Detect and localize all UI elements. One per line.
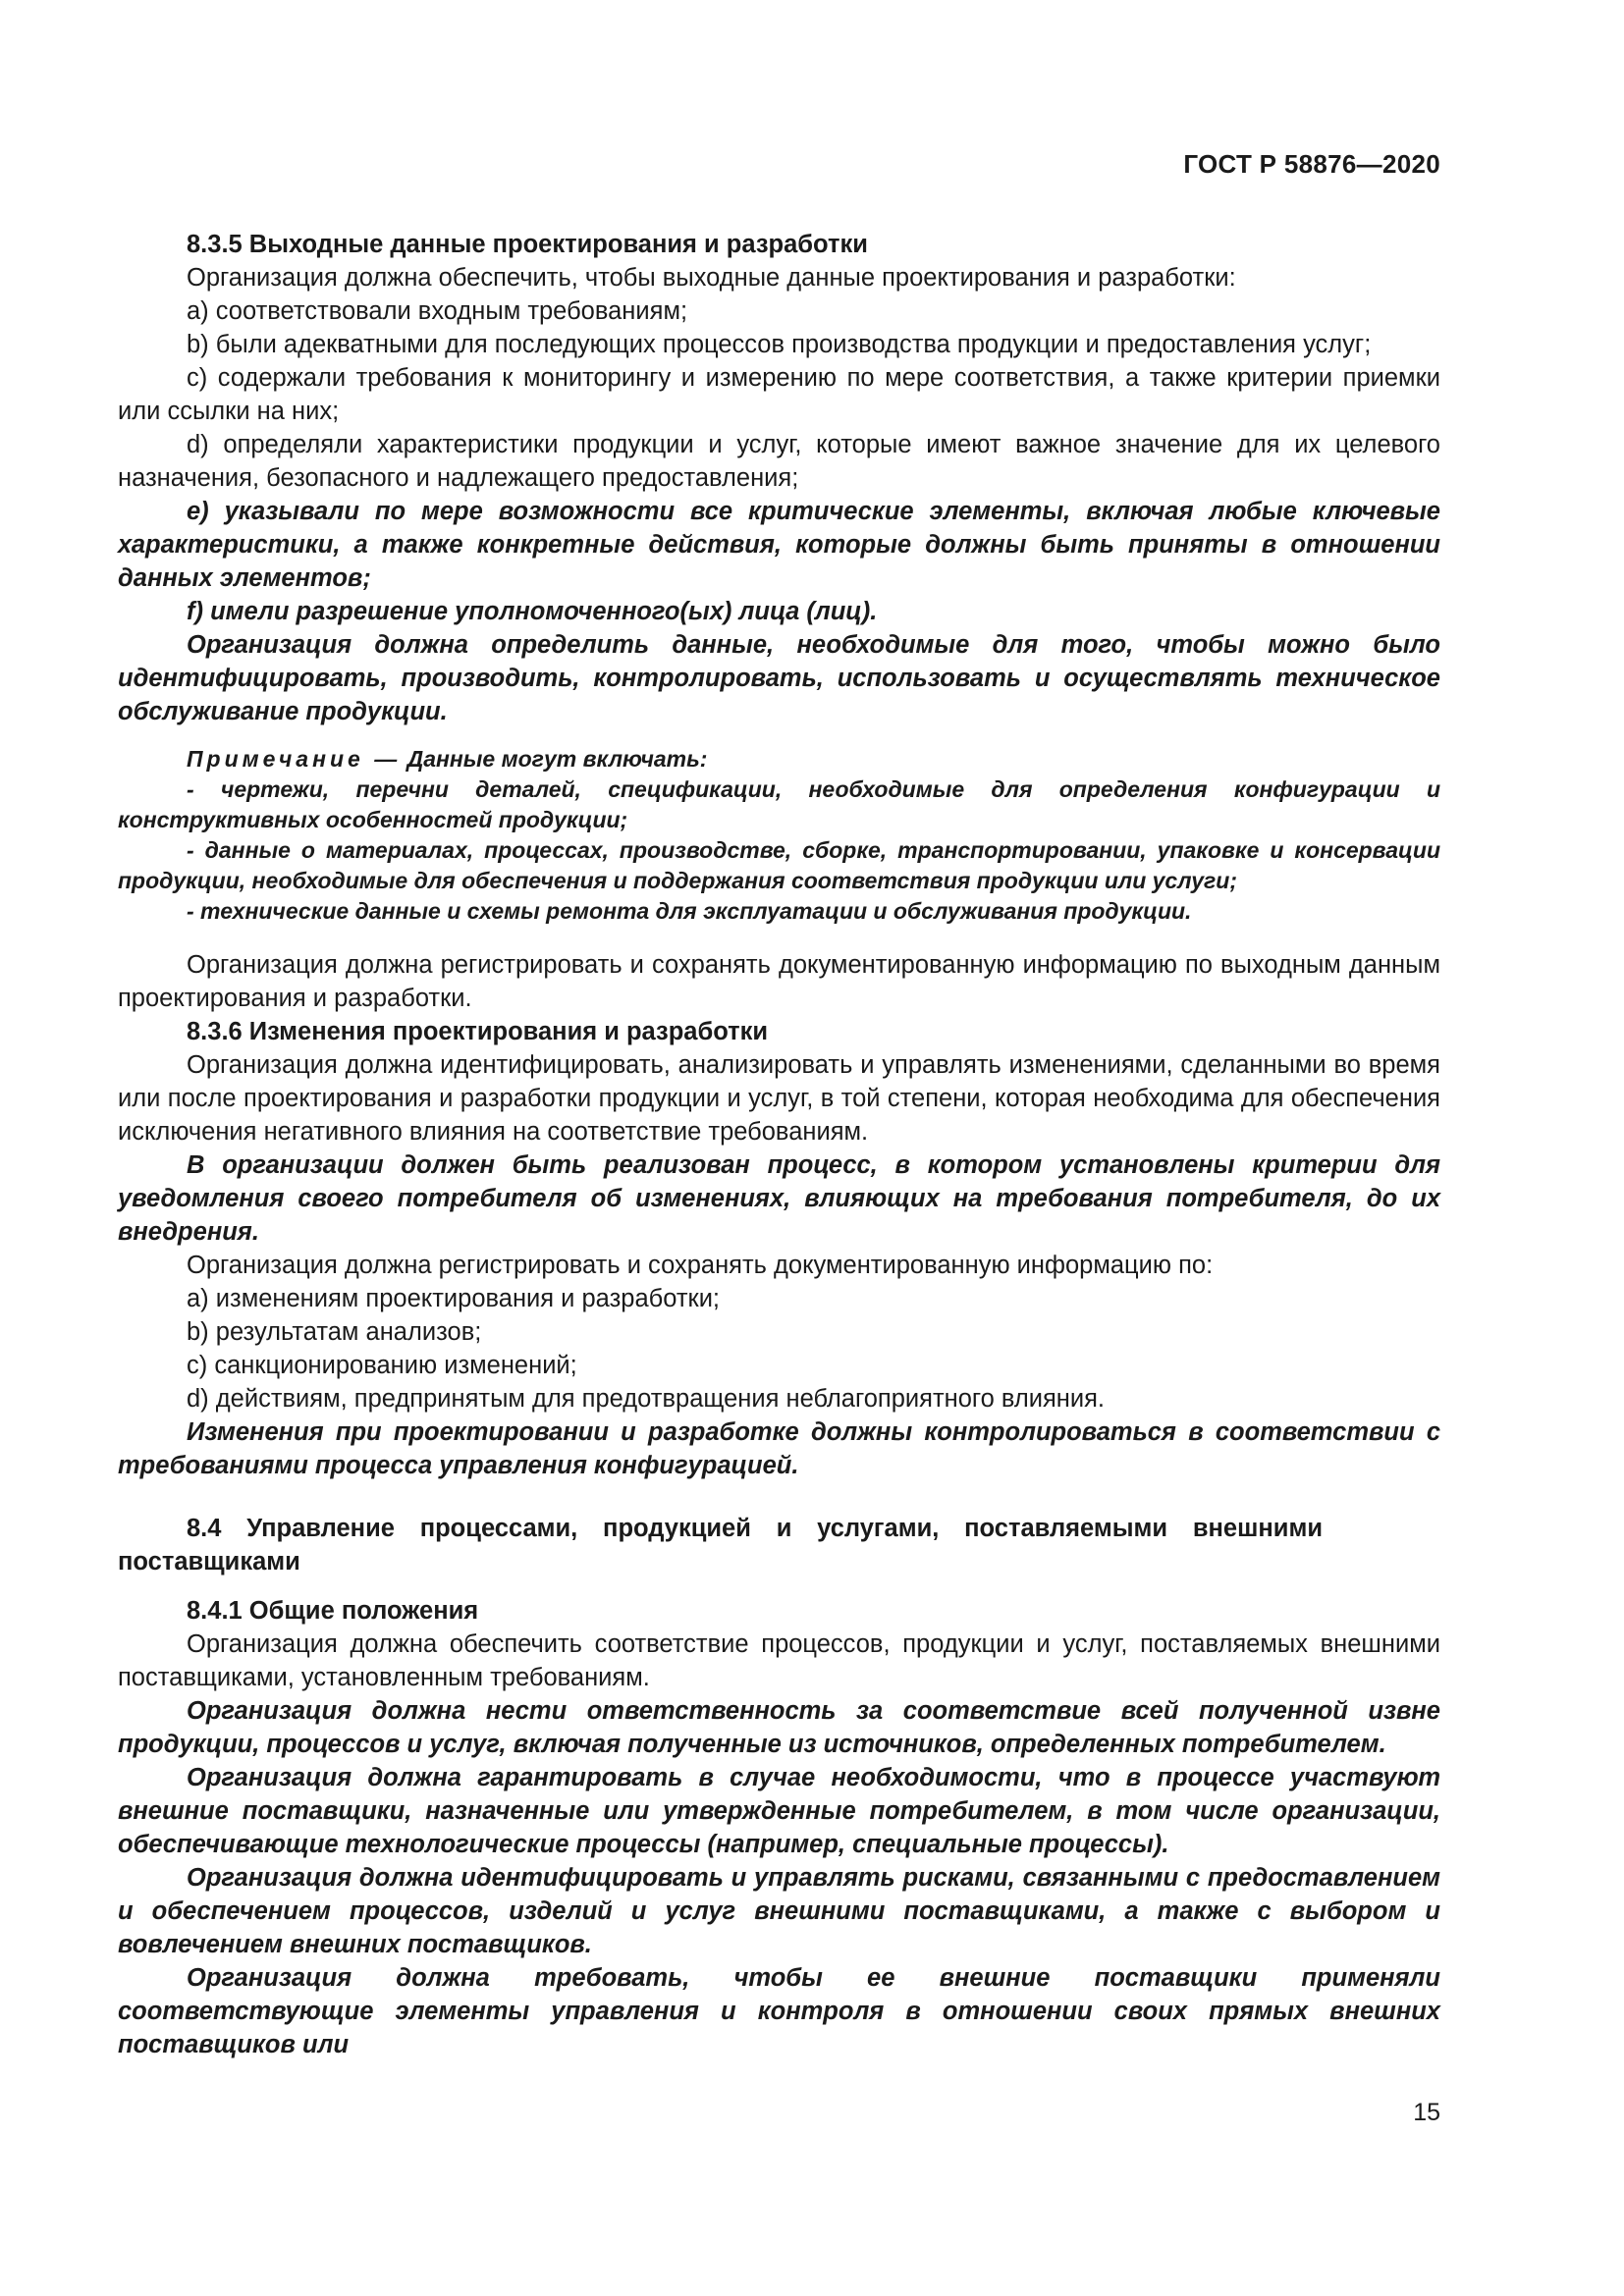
document-header: ГОСТ Р 58876—2020 [1183,149,1440,179]
section-heading-8-3-6: 8.3.6 Изменения проектирования и разработки [187,1018,769,1045]
section-heading-8-4-1: 8.4.1 Общие положения [187,1597,479,1625]
note-label: Примечание — [187,746,402,772]
paragraph-emphasis: Организация должна требовать, чтобы ее внешние поставщики применяли соответствующие элементы управления и контроля в отношении своих прямых внешних поставщиков или [118,1964,1440,2058]
list-item-emphasis: f) имели разрешение уполномоченного(ых) лица (лиц). [187,598,878,625]
paragraph: Организация должна регистрировать и сохранять документированную информацию по выходным данным проектирования и разработки. [118,951,1440,1012]
note-item: - чертежи, перечни деталей, спецификации, необходимые для определения конфигурации и конструктивных особенностей продукции; [118,776,1440,832]
list-item-emphasis: е) указывали по мере возможности все критические элементы, включая любые ключевые характеристики, а также конкретные действия, которые должны быть приняты в отношении данных элементов; [118,498,1440,592]
paragraph: Организация должна идентифицировать, анализировать и управлять изменениями, сделанными во время или после проектирования и разработки продукции и услуг, в той степени, которая необходима для обеспечения исключения негативного влияния на соответствие требованиям. [118,1051,1440,1146]
note-heading [118,744,1440,774]
list-item: b) результатам анализов; [187,1318,482,1346]
list-item: а) соответствовали входным требованиям; [187,297,688,325]
paragraph-emphasis: Организация должна определить данные, необходимые для того, чтобы можно было идентифицировать, производить, контролировать, использовать и осуществлять техническое обслуживание продукции. [118,631,1440,725]
note-item: - технические данные и схемы ремонта для эксплуатации и обслуживания продукции. [187,898,1192,924]
note-intro: Данные могут включать: [406,746,708,772]
paragraph: Организация должна регистрировать и сохранять документированную информацию по: [187,1252,1214,1279]
paragraph-emphasis: Организация должна гарантировать в случае необходимости, что в процессе участвуют внешние поставщики, назначенные или утвержденные потребителем, в том числе организации, обеспечивающие технологические процессы (например, специальные процессы). [118,1764,1440,1858]
paragraph-emphasis: Организация должна идентифицировать и управлять рисками, связанными с предоставлением и обеспечением процессов, изделий и услуг внешними поставщиками, а также с выбором и вовлечением внешних поставщиков. [118,1864,1440,1958]
paragraph: Организация должна обеспечить соответствие процессов, продукции и услуг, поставляемых внешними поставщиками, установленным требованиям. [118,1630,1440,1691]
section-heading-8-3-5: 8.3.5 Выходные данные проектирования и разработки [187,231,868,258]
section-heading-8-4: 8.4 Управление процессами, продукцией и услугами, поставляемыми внешними поставщиками [118,1515,1323,1575]
paragraph-emphasis: Изменения при проектировании и разработке должны контролироваться в соответствии с требованиями процесса управления конфигурацией. [118,1418,1440,1479]
list-item: с) содержали требования к мониторингу и измерению по мере соответствия, а также критерии приемки или ссылки на них; [118,364,1440,425]
list-item: а) изменениям проектирования и разработки; [187,1285,721,1312]
list-item: d) определяли характеристики продукции и услуг, которые имеют важное значение для их целевого назначения, безопасного и надлежащего предоставления; [118,431,1440,492]
document-body [118,228,1440,2061]
list-item: d) действиям, предпринятым для предотвращения неблагоприятного влияния. [187,1385,1106,1413]
list-item: с) санкционированию изменений; [187,1352,577,1379]
list-item: b) были адекватными для последующих процессов производства продукции и предоставления услуг; [187,331,1372,358]
note-item: - данные о материалах, процессах, производстве, сборке, транспортировании, упаковке и консервации продукции, необходимые для обеспечения и поддержания соответствия продукции или услуги; [118,837,1440,893]
paragraph-emphasis: В организации должен быть реализован процесс, в котором установлены критерии для уведомления своего потребителя об изменениях, влияющих на требования потребителя, до их внедрения. [118,1151,1440,1246]
paragraph-emphasis: Организация должна нести ответственность за соответствие всей полученной извне продукции, процессов и услуг, включая полученные из источников, определенных потребителем. [118,1697,1440,1758]
paragraph: Организация должна обеспечить, чтобы выходные данные проектирования и разработки: [187,264,1236,292]
page-number: 15 [1413,2099,1440,2126]
